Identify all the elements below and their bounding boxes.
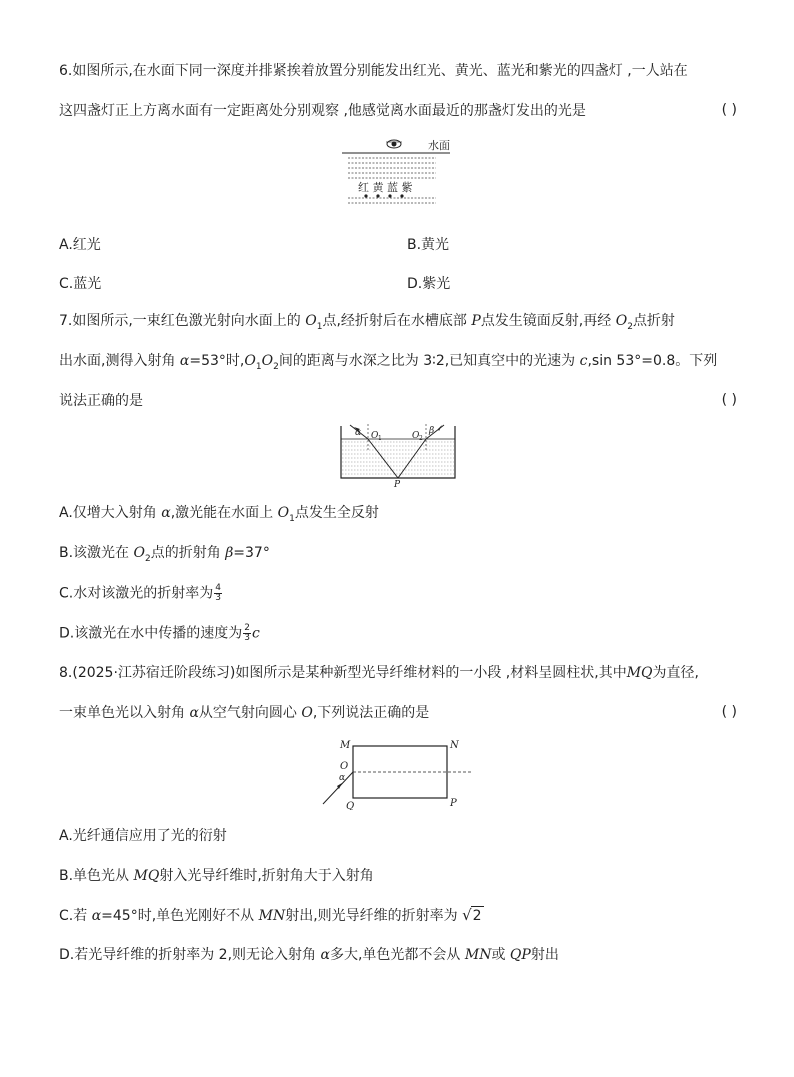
q7-stem-line1: 7.如图所示,一束红色激光射向水面上的 $O_1$点,经折射后在水槽底部 P点发生镜面反射,再经 $O_2$点折射 <box>59 313 675 332</box>
q-label: Q <box>346 801 355 810</box>
q8-answer-paren: ( ) <box>721 704 737 720</box>
o2-label: O <box>412 431 420 441</box>
o1-label: O <box>371 431 379 441</box>
beta-label: β <box>429 426 435 436</box>
q6-figure <box>340 136 460 206</box>
q8-stem-line2: 一束单色光以入射角 α从空气射向圆心 O,下列说法正确的是 <box>59 705 430 721</box>
q7-option-b: B.该激光在 $O_2$点的折射角 β=37° <box>59 545 270 564</box>
q6-answer-paren: ( ) <box>721 102 737 118</box>
q6-option-d: D.紫光 <box>407 276 451 292</box>
q6-stem-line1: 6.如图所示,在水面下同一深度并排紧挨着放置分别能发出红光、黄光、蓝光和紫光的四盏灯 ,一人站在 <box>59 63 688 79</box>
sqrt-symbol: √ <box>462 906 472 924</box>
exit-arrow <box>438 425 442 431</box>
p-label: P <box>450 798 457 809</box>
water-hatching <box>342 442 454 474</box>
q7-option-c: C.水对该激光的折射率为 $\frac{4}{3}$ <box>59 583 221 603</box>
fraction-2-3: $\frac{2}{3}$ <box>244 623 250 643</box>
q8-option-c: C.若 α=45°时,单色光刚好不从 MN射出,则光导纤维的折射率为 √2 <box>59 906 482 924</box>
eye-icon <box>386 140 402 148</box>
p-label: P <box>394 480 401 488</box>
reflected-ray <box>398 439 426 478</box>
q6-option-b: B.黄光 <box>407 237 450 253</box>
lamp-labels: 红 黄 蓝 紫 <box>358 181 413 194</box>
water-surface-label: 水面 <box>428 139 450 152</box>
o2-sub: 2 <box>419 435 423 442</box>
fraction-4-3: $\frac{4}{3}$ <box>215 583 221 603</box>
m-label: M <box>340 740 351 751</box>
o-label: O <box>340 761 349 772</box>
q7-option-d: D.该激光在水中传播的速度为 $\frac{2}{3}$ c <box>59 623 260 643</box>
q7-figure <box>338 422 460 488</box>
o1-sub: 1 <box>378 435 382 442</box>
q7-option-a: A.仅增大入射角 α,激光能在水面上 $O_1$点发生全反射 <box>59 505 379 524</box>
q6-option-c: C.蓝光 <box>59 276 102 292</box>
refracted-ray <box>368 439 398 478</box>
lamp-dots <box>364 194 403 197</box>
q8-option-d: D.若光导纤维的折射率为 2,则无论入射角 α多大,单色光都不会从 MN或 QP射出 <box>59 947 559 963</box>
q7-stem-line3: 说法正确的是 <box>59 393 143 409</box>
alpha-label: α <box>339 773 346 783</box>
q8-stem-line1: 8.(2025·江苏宿迁阶段练习)如图所示是某种新型光导纤维材料的一小段 ,材料呈圆柱状,其中MQ为直径, <box>59 665 699 681</box>
q7-answer-paren: ( ) <box>721 392 737 408</box>
n-label: N <box>450 740 459 751</box>
q6-option-a: A.红光 <box>59 237 101 253</box>
incident-ray <box>323 772 353 804</box>
q8-option-b: B.单色光从 MQ射入光导纤维时,折射角大于入射角 <box>59 868 374 884</box>
q7-stem-line2: 出水面,测得入射角 α=53°时$,O_1O_2$间的距离与水深之比为 3∶2,已知真空中的光速为 c,sin 53°=0.8。下列 <box>59 353 718 372</box>
q8-figure <box>318 736 474 810</box>
q6-stem-line2: 这四盏灯正上方离水面有一定距离处分别观察 ,他感觉离水面最近的那盏灯发出的光是 <box>59 103 586 119</box>
q8-option-a: A.光纤通信应用了光的衍射 <box>59 828 227 844</box>
alpha-label: α <box>355 428 362 438</box>
